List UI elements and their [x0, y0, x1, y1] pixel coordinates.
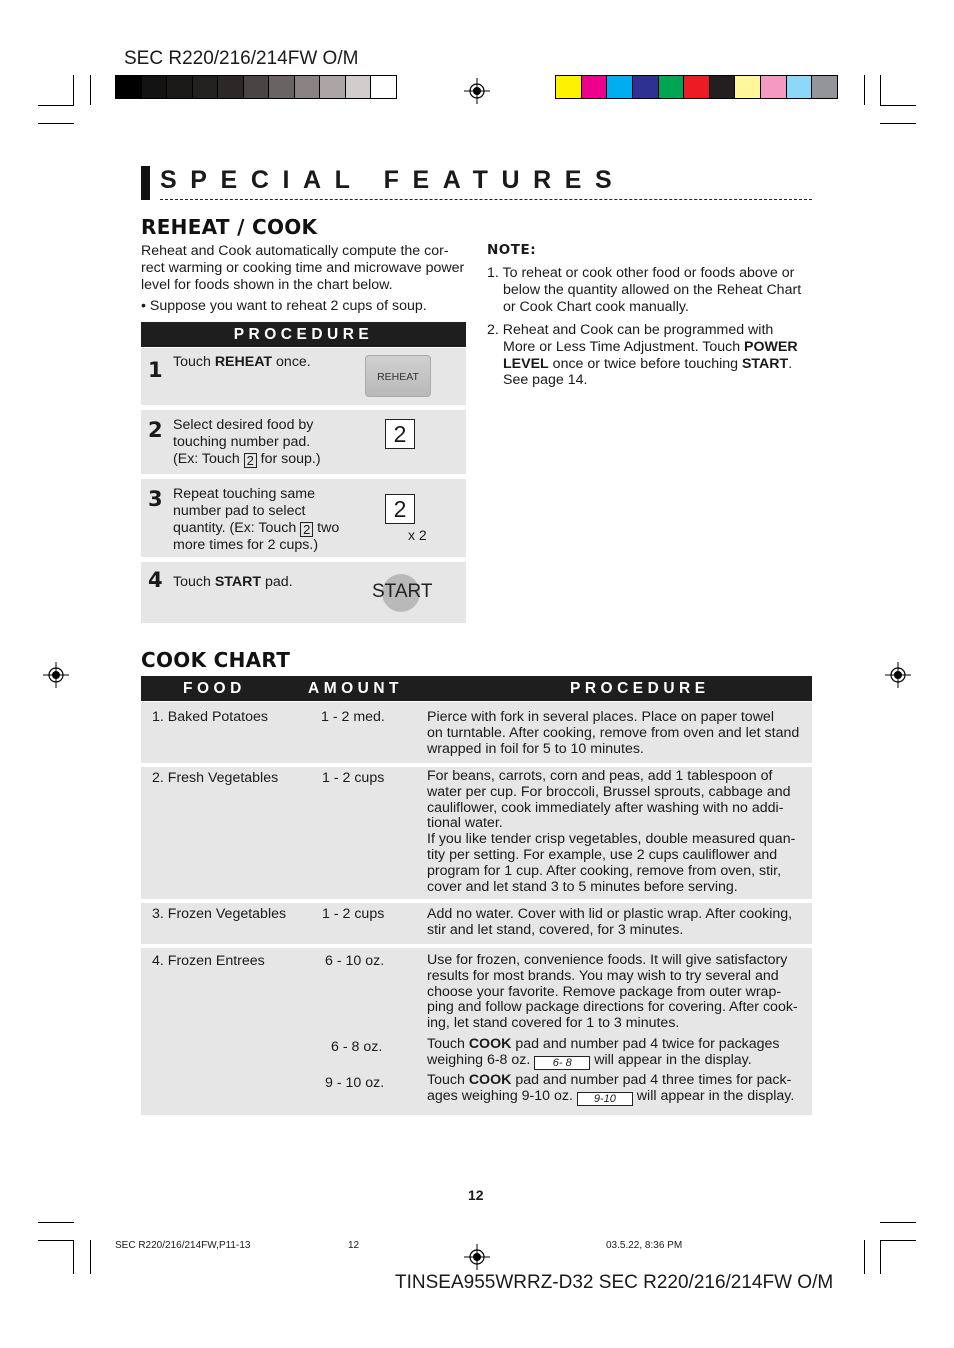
procedure-line: For beans, carrots, corn and peas, add 1 tablespoon of: [427, 768, 773, 784]
food-cell: 3. Frozen Vegetables: [152, 906, 287, 922]
intro-line: Reheat and Cook automatically compute the cor-: [141, 243, 449, 259]
reheat-pad-button[interactable]: REHEAT: [365, 355, 431, 397]
procedure-text: Touch: [427, 1036, 469, 1052]
color-swatch: [735, 76, 761, 98]
crop-mark: [880, 75, 881, 105]
procedure-bold: COOK: [468, 1036, 512, 1052]
step-text: [173, 574, 293, 591]
procedure-header: PROCEDURE: [141, 322, 466, 347]
number-key-icon: 2: [244, 453, 257, 468]
crop-mark: [38, 1240, 74, 1241]
cook-chart-heading: COOK CHART: [141, 648, 291, 672]
reheat-cook-heading: REHEAT / COOK: [141, 215, 318, 239]
color-swatch: [244, 76, 270, 98]
food-cell: 2. Fresh Vegetables: [152, 770, 279, 786]
step-number: 1: [148, 358, 163, 382]
color-swatch: [142, 76, 168, 98]
color-swatch: [218, 76, 244, 98]
color-swatch: [684, 76, 710, 98]
amount-cell: 9 - 10 oz.: [325, 1075, 385, 1091]
food-cell: 1. Baked Potatoes: [152, 709, 268, 725]
step-line: more times for 2 cups.): [173, 536, 319, 553]
step-text-pre: Touch: [173, 574, 215, 590]
slug-file: SEC R220/216/214FW,P11-13: [115, 1240, 251, 1251]
table-row: [141, 903, 812, 944]
color-swatch: [582, 76, 608, 98]
gray-swatch-strip: [115, 75, 397, 99]
crop-mark: [73, 1240, 74, 1274]
number-key-icon: 2: [300, 522, 313, 537]
note-heading: NOTE:: [487, 242, 537, 258]
color-swatch: [787, 76, 813, 98]
note-bold: START: [741, 355, 789, 372]
registration-mark-icon: [464, 1244, 490, 1270]
procedure-step-3: [141, 479, 466, 557]
step-example-post: for soup.): [256, 450, 321, 467]
procedure-cell: [427, 710, 801, 757]
intro-line: level for foods shown in the chart below.: [141, 276, 393, 293]
number-pad-button[interactable]: 2: [385, 419, 415, 449]
intro-line: rect warming or cooking time and microwave power: [141, 259, 465, 276]
procedure-line: tional water.: [427, 815, 503, 832]
procedure-cell: [427, 769, 801, 895]
crop-mark: [880, 1222, 916, 1223]
procedure-text: pad and number pad 4 three times for pack-: [511, 1072, 792, 1088]
color-swatch: [607, 76, 633, 98]
table-row: [141, 948, 812, 1115]
document-footer-title: TINSEA955WRRZ-D32 SEC R220/216/214FW O/M: [395, 1272, 834, 1293]
step-line: Select desired food by: [173, 417, 314, 433]
crop-mark: [38, 1222, 74, 1223]
step-text-pre: Touch: [173, 354, 215, 370]
step-example-post: two: [313, 519, 340, 536]
slug-page: 12: [348, 1240, 360, 1251]
note-item-2: [487, 322, 813, 389]
procedure-line: results for most brands. You may wish to try several and: [427, 967, 779, 984]
note-text: More or Less Time Adjustment. Touch: [503, 338, 745, 355]
procedure-line: Pierce with fork in several places. Place on paper towel: [427, 709, 774, 725]
procedure-cell: [427, 907, 801, 939]
note-text: .: [788, 355, 793, 372]
procedure-line: choose your favorite. Remove package from outer wrap-: [427, 983, 782, 1000]
col-amount-header: AMOUNT: [308, 680, 404, 697]
procedure-cell: [427, 953, 801, 1032]
start-pad-label: START: [372, 581, 433, 602]
procedure-text: Touch: [427, 1072, 469, 1088]
procedure-text: pad and number pad 4 twice for packages: [511, 1036, 780, 1052]
procedure-text: will appear in the display.: [590, 1051, 752, 1068]
procedure-cell: [427, 1073, 801, 1106]
document-header-title: SEC R220/216/214FW O/M: [124, 48, 359, 69]
procedure-line: cauliflower, cook immediately after washing with no addi-: [427, 799, 784, 816]
step-text: [173, 354, 311, 371]
crop-mark: [38, 105, 74, 106]
press-count: x 2: [408, 527, 427, 543]
number-pad-button[interactable]: 2: [385, 494, 415, 524]
color-swatch: [761, 76, 787, 98]
step-line: touching number pad.: [173, 433, 311, 450]
step-text-post: once.: [272, 354, 311, 370]
color-swatch: [633, 76, 659, 98]
procedure-line: Add no water. Cover with lid or plastic wrap. After cooking,: [427, 906, 793, 922]
col-procedure-header: PROCEDURE: [570, 680, 710, 697]
procedure-line: ping and follow package directions for covering. After cook-: [427, 999, 798, 1016]
color-swatch: [556, 76, 582, 98]
col-food-header: FOOD: [183, 680, 246, 697]
step-line: number pad to select: [173, 502, 306, 519]
procedure-line: tity per setting. For example, use 2 cups cauliflower and: [427, 846, 778, 863]
note-text: once or twice before touching: [548, 355, 742, 372]
step-number: 4: [148, 568, 163, 592]
amount-cell: 1 - 2 cups: [322, 906, 385, 922]
table-row: [141, 702, 812, 763]
step-text-bold: START: [214, 574, 262, 590]
color-swatch: [710, 76, 736, 98]
color-swatch: [116, 76, 142, 98]
crop-mark: [880, 1240, 916, 1241]
step-example: [173, 451, 321, 468]
note-line: 2. Reheat and Cook can be programmed with: [487, 322, 774, 338]
procedure-line: water per cup. For broccoli, Brussel sprouts, cabbage and: [427, 783, 791, 800]
step-line: Repeat touching same: [173, 486, 315, 502]
procedure-text: will appear in the display.: [632, 1087, 795, 1104]
color-swatch: [812, 76, 837, 98]
color-swatch: [193, 76, 219, 98]
procedure-line: If you like tender crisp vegetables, double measured quan-: [427, 831, 796, 848]
color-swatch: [371, 76, 396, 98]
crop-mark: [880, 123, 916, 124]
step-text: [173, 486, 339, 553]
section-title-divider: [160, 199, 812, 200]
procedure-text: ages weighing 9-10 oz.: [427, 1087, 577, 1104]
procedure-line: wrapped in foil for 5 to 10 minutes.: [427, 740, 644, 757]
reheat-intro: [141, 243, 471, 293]
food-cell: 4. Frozen Entrees: [152, 953, 265, 969]
note-line: 1. To reheat or cook other food or foods above or: [487, 265, 795, 281]
procedure-line: Use for frozen, convenience foods. It will give satisfactory: [427, 952, 788, 968]
procedure-text: weighing 6-8 oz.: [427, 1051, 535, 1068]
step-text-bold: REHEAT: [214, 354, 273, 370]
note-line: or Cook Chart cook manually.: [503, 298, 689, 315]
page-number: 12: [468, 1187, 484, 1203]
step-text-post: pad.: [261, 574, 293, 590]
note-bold: LEVEL: [503, 355, 549, 372]
step-text: [173, 417, 321, 468]
slug-date: 03.5.22, 8:36 PM: [606, 1240, 683, 1251]
section-title: SPECIAL FEATURES: [160, 166, 626, 194]
registration-mark-icon: [43, 662, 69, 688]
note-item-1: [487, 265, 813, 315]
step-example-pre: (Ex: Touch: [173, 450, 244, 467]
note-line: See page 14.: [503, 372, 588, 389]
amount-cell: 6 - 10 oz.: [325, 953, 385, 969]
amount-cell: 1 - 2 cups: [322, 770, 385, 786]
color-swatch-strip: [555, 75, 838, 99]
procedure-line: program for 1 cup. After cooking, remove from oven, stir,: [427, 862, 782, 879]
procedure-cell: [427, 1037, 801, 1070]
crop-mark: [864, 75, 865, 105]
procedure-step-1: [141, 348, 466, 405]
color-swatch: [320, 76, 346, 98]
color-swatch: [295, 76, 321, 98]
crop-mark: [38, 123, 74, 124]
crop-mark: [73, 75, 74, 105]
amount-cell: 6 - 8 oz.: [331, 1039, 383, 1055]
color-swatch: [269, 76, 295, 98]
procedure-step-2: [141, 410, 466, 474]
crop-mark: [90, 75, 91, 105]
registration-mark-icon: [885, 662, 911, 688]
procedure-line: ing, let stand covered for 1 to 3 minutes.: [427, 1015, 680, 1032]
section-title-bar: [141, 166, 150, 200]
crop-mark: [90, 1240, 91, 1274]
amount-cell: 1 - 2 med.: [321, 709, 385, 725]
color-swatch: [659, 76, 685, 98]
step-number: 2: [148, 418, 163, 442]
table-row: [141, 767, 812, 899]
step-example-pre: quantity. (Ex: Touch: [173, 519, 301, 536]
color-swatch: [346, 76, 372, 98]
display-readout: 6- 8: [534, 1056, 590, 1070]
reheat-example-bullet: • Suppose you want to reheat 2 cups of soup.: [141, 298, 427, 314]
cook-chart-header: [141, 676, 812, 701]
step-number: 3: [148, 487, 163, 511]
crop-mark: [880, 1240, 881, 1274]
color-swatch: [167, 76, 193, 98]
note-bold: POWER: [744, 338, 798, 355]
display-readout: 9-10: [577, 1092, 633, 1106]
procedure-line: cover and let stand 3 to 5 minutes before serving.: [427, 878, 738, 895]
procedure-bold: COOK: [468, 1072, 512, 1088]
note-line: below the quantity allowed on the Reheat Chart: [503, 281, 802, 298]
crop-mark: [880, 105, 916, 106]
procedure-step-4: [141, 562, 466, 623]
registration-mark-icon: [464, 78, 490, 104]
procedure-line: stir and let stand, covered, for 3 minutes.: [427, 921, 684, 938]
procedure-line: on turntable. After cooking, remove from oven and let stand: [427, 724, 800, 741]
step-example: [173, 520, 339, 537]
crop-mark: [864, 1240, 865, 1274]
